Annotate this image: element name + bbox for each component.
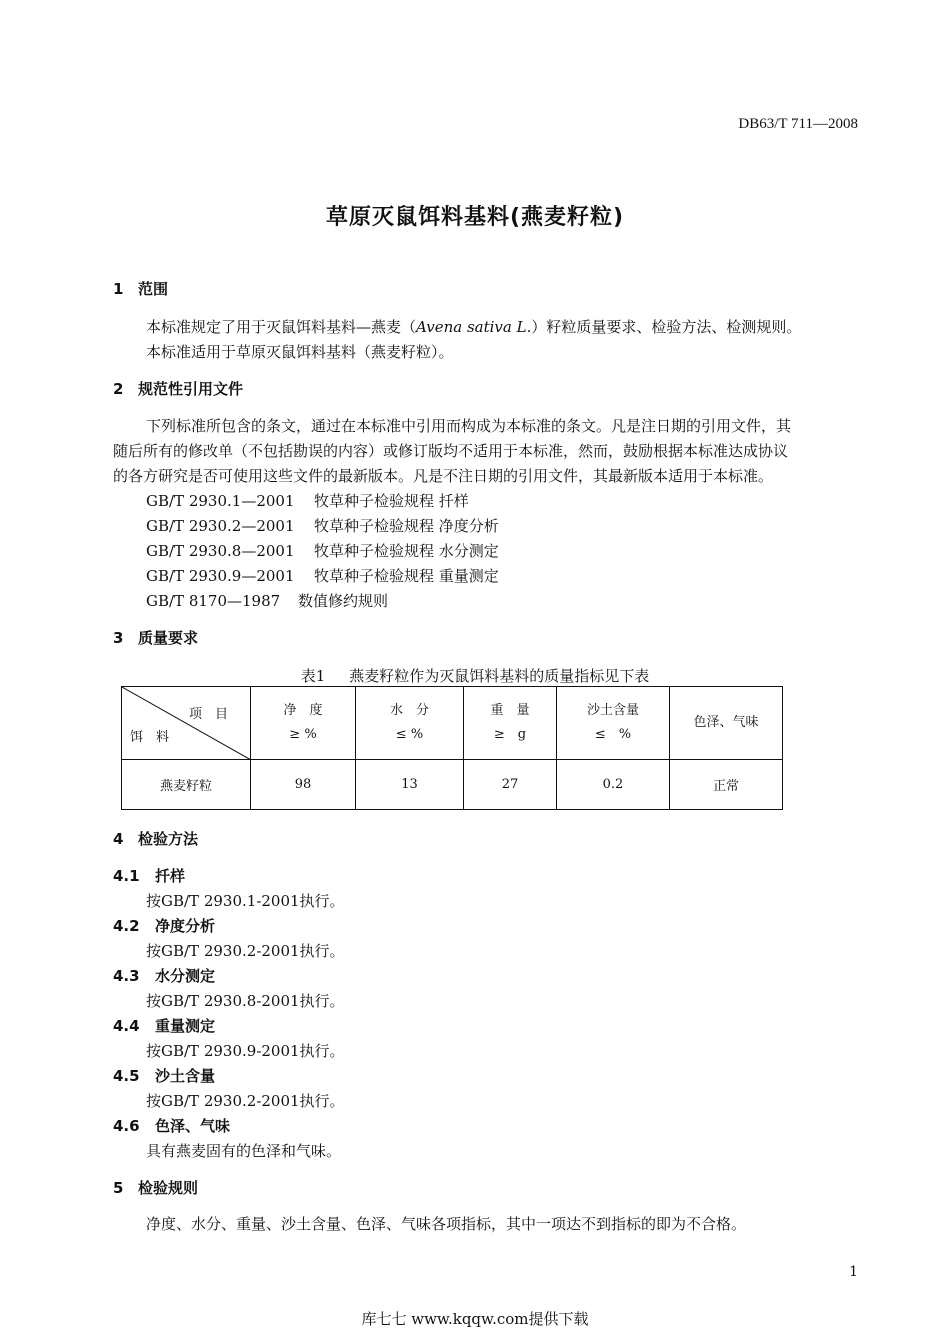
document-title: 草原灭鼠饵料基料(燕麦籽粒) [325, 205, 625, 230]
normative-line-1: 下列标准所包含的条文，通过在本标准中引用而构成为本标准的条文。凡是注日期的引用文件，其 [146, 417, 792, 435]
reference-code: GB/T 2930.2—2001 [146, 517, 295, 535]
reference-name: 牧草种子检验规程 净度分析 [314, 517, 499, 535]
header-unit: ≤ % [594, 727, 632, 742]
reference-code: GB/T 8170—1987 [146, 592, 281, 610]
table-row [122, 760, 783, 810]
section-heading-2 [113, 378, 243, 399]
section-number: 5 [113, 1179, 124, 1197]
section-number: 3 [113, 629, 124, 647]
header-label: 水 分 [389, 703, 429, 718]
header-cell [356, 687, 464, 760]
reference-item [146, 590, 388, 611]
table-cell: 正常 [670, 760, 783, 810]
section-heading-5 [113, 1177, 198, 1198]
header-cell [464, 687, 557, 760]
subsection-number: 4.5 [113, 1067, 140, 1085]
header-cell [670, 687, 783, 760]
table-cell: 0.2 [557, 760, 670, 810]
subsection-heading [113, 1115, 230, 1136]
page-number: 1 [849, 1264, 858, 1280]
subsection-number: 4.6 [113, 1117, 140, 1135]
subsection-title: 沙土含量 [155, 1067, 216, 1085]
header-label: 净 度 [283, 703, 323, 718]
reference-code: GB/T 2930.8—2001 [146, 542, 295, 560]
reference-code: GB/T 2930.9—2001 [146, 567, 295, 585]
subsection-title: 净度分析 [155, 917, 216, 935]
corner-row-label: 饵 料 [130, 730, 170, 745]
reference-name: 牧草种子检验规程 水分测定 [314, 542, 499, 560]
section-heading-1 [113, 278, 168, 299]
table-cell: 98 [251, 760, 356, 810]
standard-number: DB63/T 711—2008 [738, 116, 858, 132]
header-cell [557, 687, 670, 760]
subsection-number: 4.2 [113, 917, 140, 935]
method-text: 按GB/T 2930.2-2001执行。 [146, 1092, 345, 1110]
table-caption [0, 665, 950, 686]
scope-text: 本标准规定了用于灭鼠饵料基料—燕麦（ [146, 318, 417, 336]
reference-item [146, 490, 469, 511]
latin-name: Avena sativa L. [416, 318, 532, 336]
section-heading-4 [113, 828, 198, 849]
subsection-title: 色泽、气味 [155, 1117, 231, 1135]
reference-item [146, 540, 499, 561]
scope-text: ）籽粒质量要求、检验方法、检测规则。 [531, 318, 802, 336]
reference-name: 牧草种子检验规程 扦样 [314, 492, 469, 510]
subsection-title: 重量测定 [155, 1017, 216, 1035]
subsection-heading [113, 915, 215, 936]
method-text: 按GB/T 2930.8-2001执行。 [146, 992, 345, 1010]
subsection-heading [113, 965, 215, 986]
subsection-title: 扦样 [155, 867, 186, 885]
table-caption-text: 燕麦籽粒作为灭鼠饵料基料的质量指标见下表 [349, 667, 650, 685]
table-header-row [122, 687, 783, 760]
header-cell [251, 687, 356, 760]
subsection-number: 4.4 [113, 1017, 140, 1035]
subsection-title: 水分测定 [155, 967, 216, 985]
section-title: 检验方法 [138, 830, 199, 848]
section-title: 范围 [138, 280, 169, 298]
table-corner-cell [122, 687, 251, 760]
section-number: 1 [113, 280, 124, 298]
reference-name: 数值修约规则 [298, 592, 389, 610]
reference-code: GB/T 2930.1—2001 [146, 492, 295, 510]
table-cell: 13 [356, 760, 464, 810]
section-heading-3 [113, 627, 198, 648]
subsection-heading [113, 1015, 215, 1036]
table-caption-label: 表1 [300, 667, 326, 685]
scope-paragraph-2: 本标准适用于草原灭鼠饵料基料（燕麦籽粒）。 [146, 343, 454, 361]
section-number: 2 [113, 380, 124, 398]
subsection-number: 4.3 [113, 967, 140, 985]
section-number: 4 [113, 830, 124, 848]
section-title: 检验规则 [138, 1179, 199, 1197]
normative-line-3: 的各方研究是否可使用这些文件的最新版本。凡是不注日期的引用文件，其最新版本适用于本标准。 [113, 467, 774, 485]
header-label: 重 量 [490, 703, 530, 718]
reference-name: 牧草种子检验规程 重量测定 [314, 567, 499, 585]
rules-text: 净度、水分、重量、沙土含量、色泽、气味各项指标，其中一项达不到指标的即为不合格。 [146, 1215, 747, 1233]
normative-line-2: 随后所有的修改单（不包括勘误的内容）或修订版均不适用于本标准，然而，鼓励根据本标准达成协议 [113, 442, 789, 460]
subsection-heading [113, 865, 185, 886]
table-cell: 27 [464, 760, 557, 810]
method-text: 具有燕麦固有的色泽和气味。 [146, 1142, 342, 1160]
subsection-number: 4.1 [113, 867, 140, 885]
method-text: 按GB/T 2930.9-2001执行。 [146, 1042, 345, 1060]
reference-item [146, 515, 499, 536]
quality-table [121, 686, 783, 810]
row-label: 燕麦籽粒 [122, 760, 251, 810]
scope-paragraph-1 [146, 316, 801, 337]
header-unit: ≤ % [395, 727, 424, 742]
section-title: 质量要求 [138, 629, 199, 647]
footer-download-note: 库七七 www.kqqw.com提供下载 [361, 1310, 589, 1328]
header-label: 沙土含量 [586, 703, 639, 718]
reference-item [146, 565, 499, 586]
subsection-heading [113, 1065, 215, 1086]
header-label: 色泽、气味 [693, 715, 759, 730]
method-text: 按GB/T 2930.1-2001执行。 [146, 892, 345, 910]
header-unit: ≥ g [493, 727, 527, 742]
method-text: 按GB/T 2930.2-2001执行。 [146, 942, 345, 960]
corner-column-label: 项 目 [188, 707, 228, 722]
diagonal-line [122, 687, 251, 760]
header-unit: ≥ % [289, 727, 317, 742]
section-title: 规范性引用文件 [138, 380, 244, 398]
